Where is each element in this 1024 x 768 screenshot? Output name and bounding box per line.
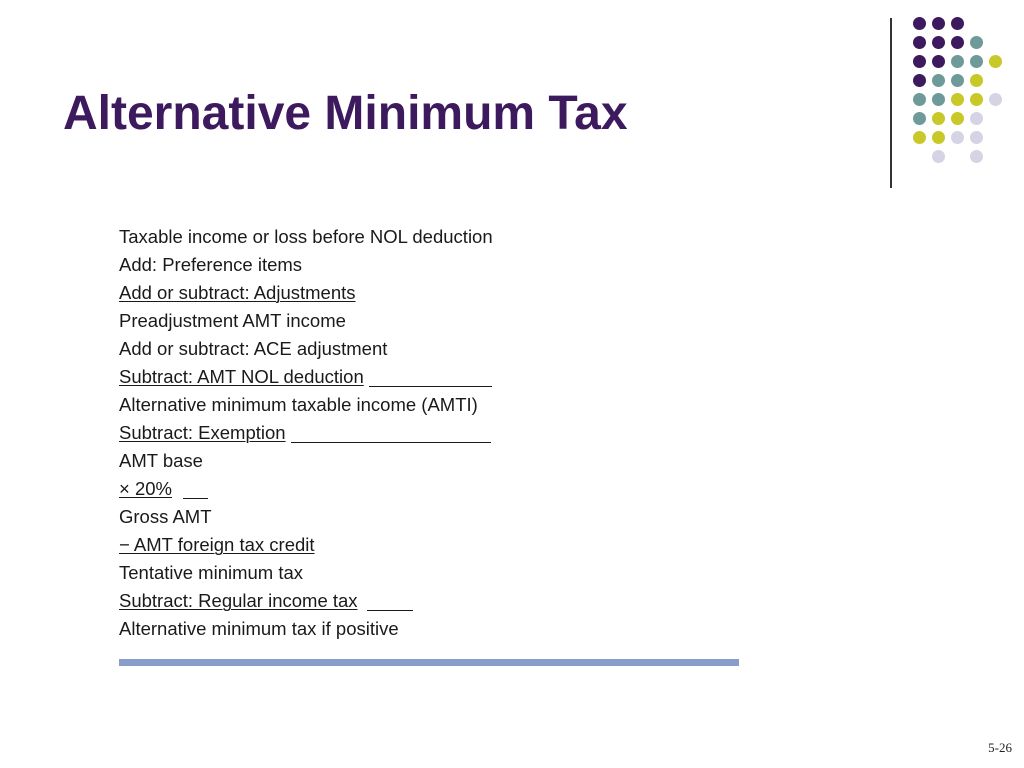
decor-dot	[951, 93, 964, 106]
underline-extension	[369, 386, 492, 387]
decor-dot	[913, 55, 926, 68]
decor-dot	[913, 74, 926, 87]
decor-dot	[951, 112, 964, 125]
computation-line: AMT base	[119, 450, 203, 471]
decor-dot	[951, 55, 964, 68]
computation-line: Add or subtract: ACE adjustment	[119, 338, 388, 359]
computation-line: Tentative minimum tax	[119, 562, 304, 583]
computation-line: Gross AMT	[119, 506, 212, 527]
decor-dot	[913, 131, 926, 144]
decor-dot	[932, 55, 945, 68]
decor-dot	[951, 36, 964, 49]
decor-dot	[989, 93, 1002, 106]
underline-extension	[367, 610, 413, 611]
computation-line: Alternative minimum taxable income (AMTI)	[119, 394, 478, 415]
slide-title: Alternative Minimum Tax	[63, 87, 628, 140]
computation-line: Preadjustment AMT income	[119, 310, 346, 331]
decor-dot	[970, 36, 983, 49]
computation-line: − AMT foreign tax credit	[119, 534, 315, 555]
decor-dot	[932, 74, 945, 87]
decor-dot	[913, 36, 926, 49]
decor-dot	[951, 74, 964, 87]
decor-dot	[970, 150, 983, 163]
title-divider-line	[890, 18, 892, 188]
decor-dot	[913, 93, 926, 106]
decor-dot	[932, 112, 945, 125]
amt-computation-table	[119, 226, 539, 646]
decor-dot	[932, 150, 945, 163]
underline-extension	[291, 442, 491, 443]
computation-line: × 20%	[119, 478, 539, 506]
underline-extension	[183, 498, 208, 499]
table-bottom-rule	[119, 659, 739, 666]
computation-line: Taxable income or loss before NOL deduction	[119, 226, 493, 247]
decor-dot	[932, 17, 945, 30]
decor-dot	[970, 74, 983, 87]
decor-dot	[970, 55, 983, 68]
decor-dot	[913, 17, 926, 30]
decor-dot	[970, 131, 983, 144]
decor-dot	[932, 93, 945, 106]
decor-dot	[951, 131, 964, 144]
decor-dot	[970, 112, 983, 125]
decor-dot	[932, 36, 945, 49]
computation-line: Add: Preference items	[119, 254, 303, 275]
computation-line: Add or subtract: Adjustments	[119, 282, 356, 303]
computation-line: Alternative minimum tax if positive	[119, 618, 399, 639]
computation-line: Subtract: Exemption	[119, 422, 539, 450]
page-number: 5-26	[988, 740, 1012, 755]
decor-dot	[913, 112, 926, 125]
decor-dot	[970, 93, 983, 106]
decorative-dot-grid	[900, 10, 1010, 170]
decor-dot	[989, 55, 1002, 68]
decor-dot	[932, 131, 945, 144]
decor-dot	[951, 17, 964, 30]
computation-line: Subtract: Regular income tax	[119, 590, 539, 618]
computation-line: Subtract: AMT NOL deduction	[119, 366, 539, 394]
